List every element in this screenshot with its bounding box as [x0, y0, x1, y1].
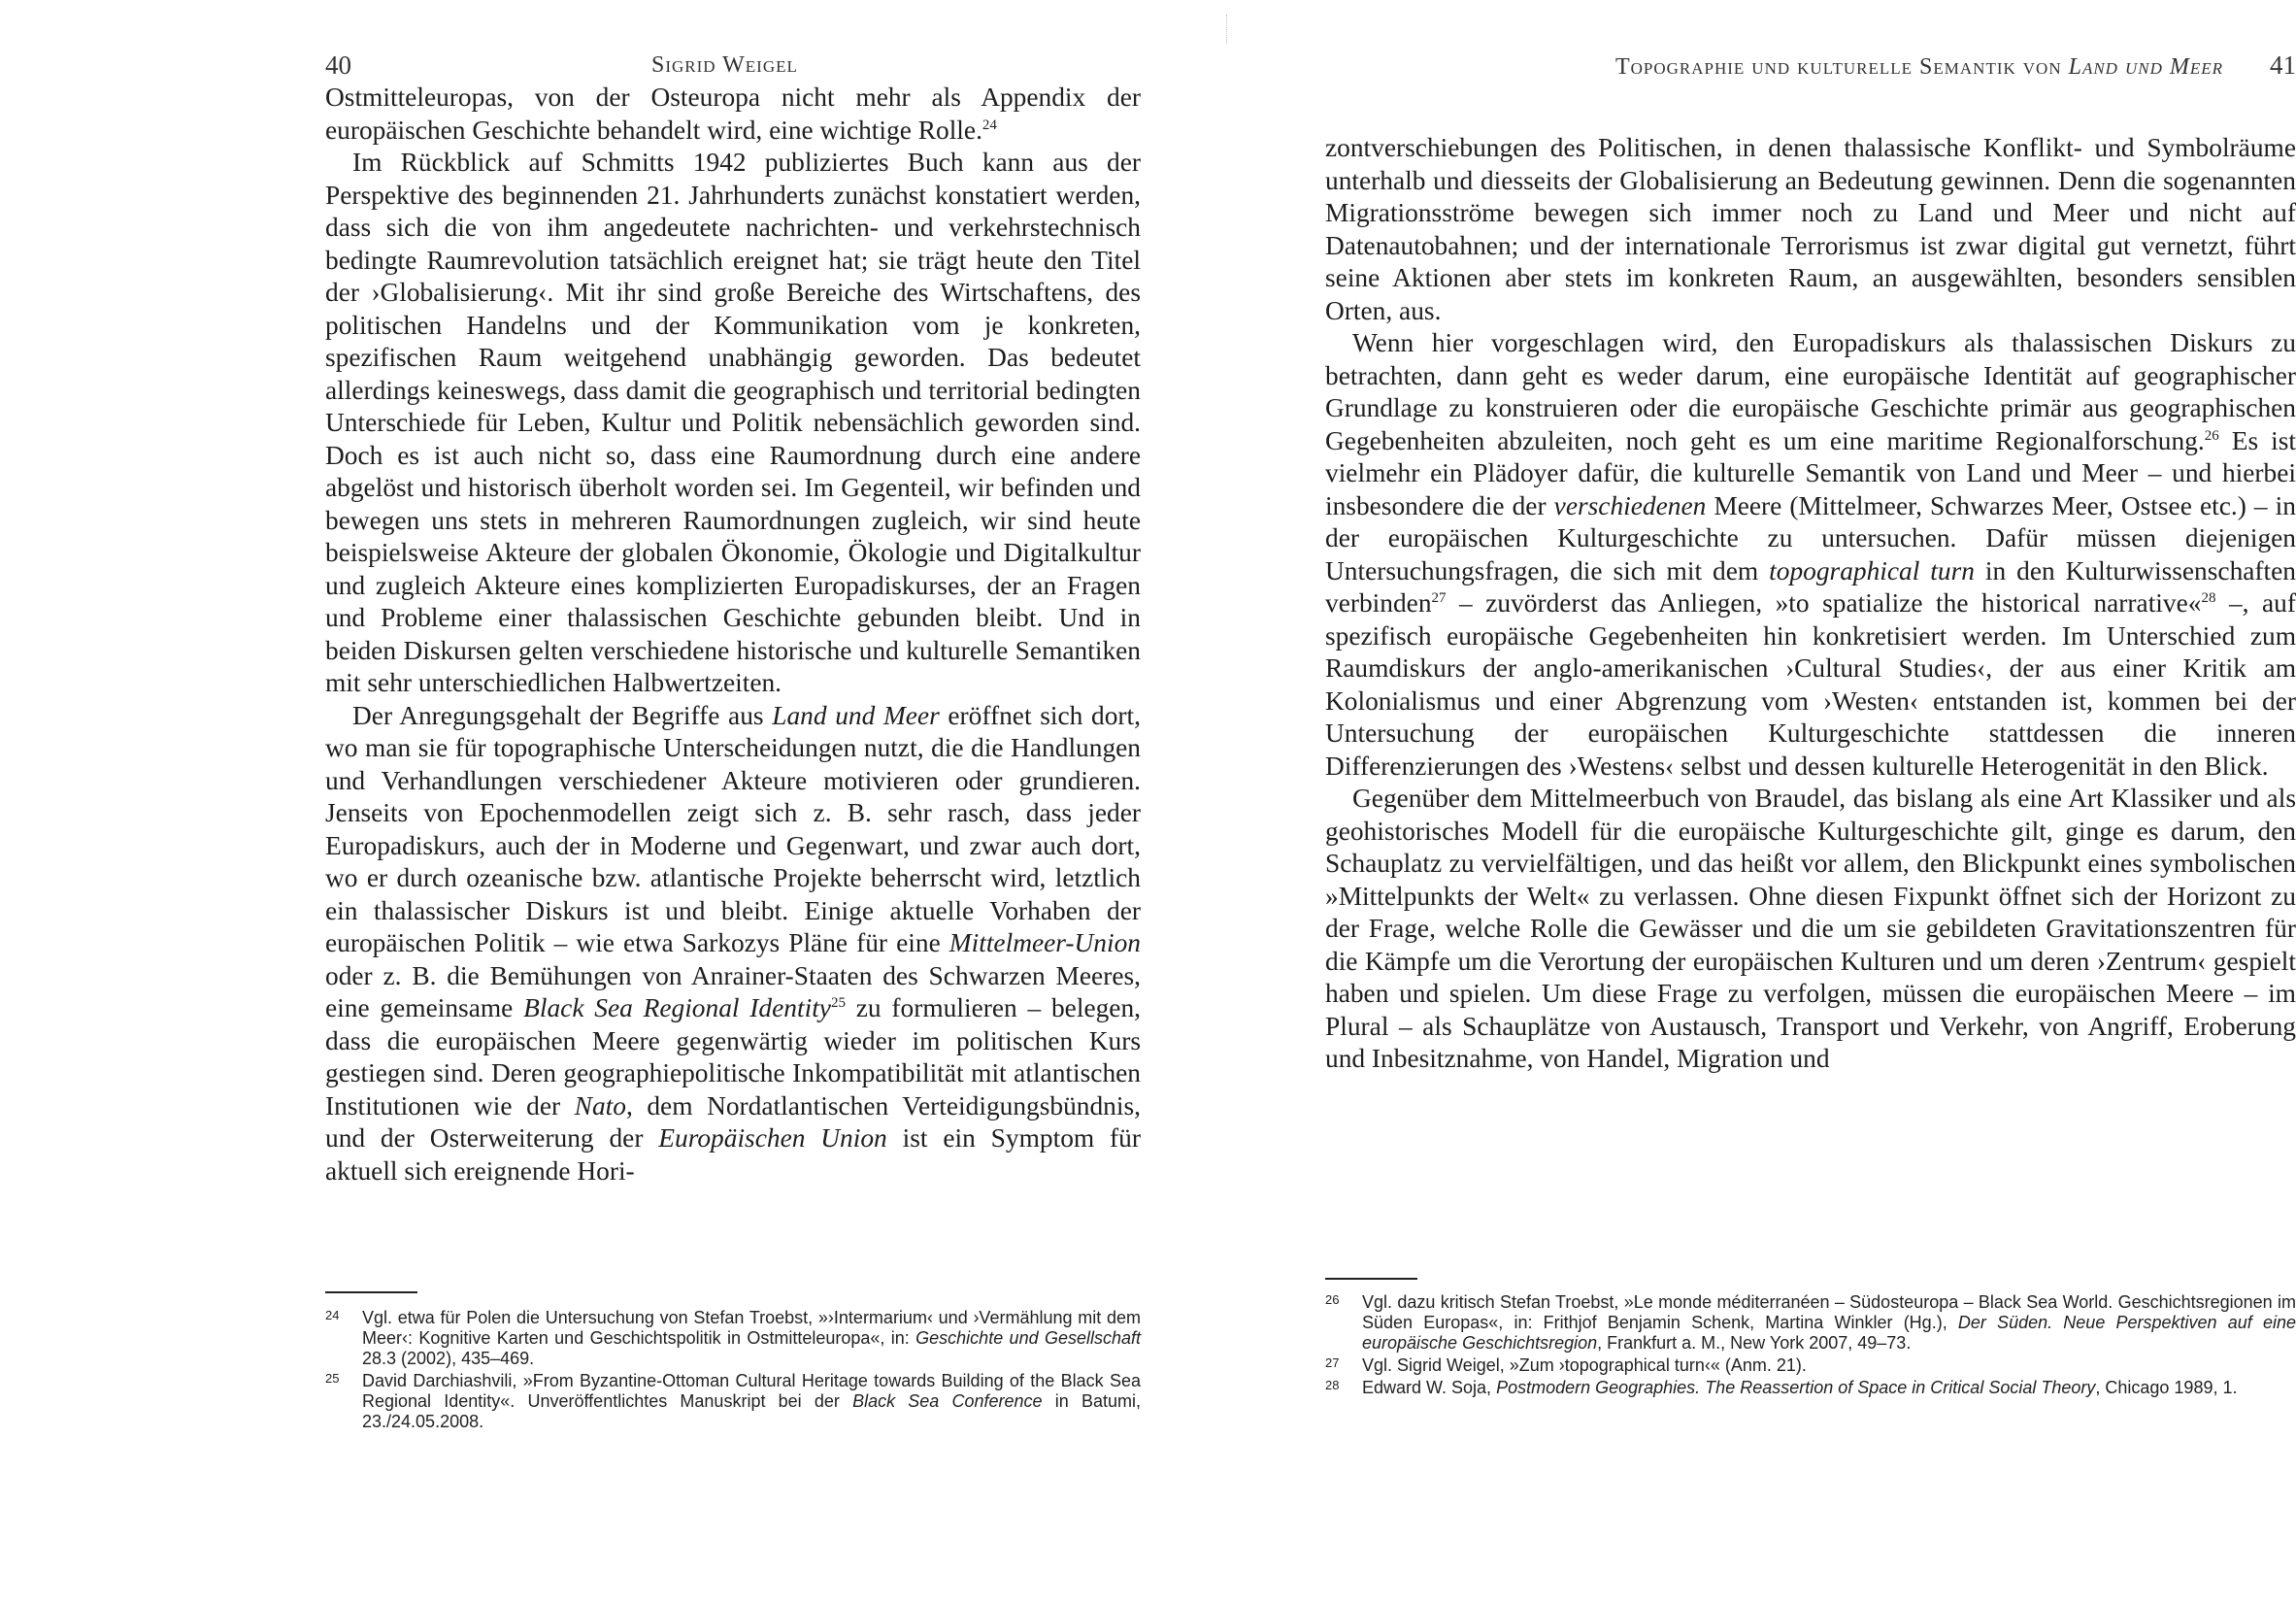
left-paragraph-3: Der Anregungsgehalt der Begriffe aus Land und Meer eröffnet sich dort, wo man sie für topographische Unterscheidungen nutzt, die die Handlungen und Verhandlungen verschiedener Akteure motivieren oder grundieren. Jenseits von Epochenmodellen zeigt sich z. B. sehr rasch, dass jeder Europadiskurs, auch der in Moderne und Gegenwart, und zwar auch dort, wo er durch ozeanische bzw. atlantische Projekte beherrscht wird, letztlich ein thalassischer Diskurs ist und bleibt. Einige aktuelle Vorhaben der europäischen Politik – wie etwa Sarkozys Pläne für eine Mittelmeer-Union oder z. B. die Bemühungen von Anrainer-Staaten des Schwarzen Meeres, eine gemeinsame Black Sea Regional Identity$^{25}$ zu formulieren – belegen, dass die europäischen Meere gegenwärtig wieder im politischen Kurs gestiegen sind. Deren geographiepolitische Inkompatibilität mit atlantischen Institutionen wie der Nato, dem Nordatlantischen Verteidigungsbündnis, und der Osterweiterung der Europäischen Union ist ein Symptom für aktuell sich ereignende Hori-: [325, 700, 1142, 1186]
right-paragraph-2: Wenn hier vorgeschlagen wird, den Europadiskurs als thalassischen Diskurs zu betrachten, dann geht es weder darum, eine europäische Identität auf geographischer Grundlage zu konstruieren oder die europäische Geschichte primär aus geographischen Gegebenheiten abzuleiten, noch geht es um eine maritime Regionalforschung.$^{26}$ Es ist vielmehr ein Plädoyer dafür, die kulturelle Semantik von Land und Meer – und hierbei insbesondere die der verschiedenen Meere (Mittelmeer, Schwarzes Meer, Ostsee etc.) – in der europäischen Kulturgeschichte zu untersuchen. Dafür müssen diejenigen Untersuchungsfragen, die sich mit dem topographical turn in den Kulturwissenschaften verbinden$^{27}$ – zuvörderst das Anliegen, »to spatialize the historical narrative«$^{28}$ –, auf spezifisch europäische Gegebenheiten hin konkretisiert werden. Im Unterschied zum Raumdiskurs der anglo-amerikanischen ›Cultural Studies‹, der aus einer Kritik am Kolonialismus und einer Abgrenzung vom ›Westen‹ entstanden ist, kommen bei der Untersuchung der europäischen Kulturgeschichte stattdessen die inneren Differenzierungen des ›Westens‹ selbst und dessen kulturelle Heterogenität in den Blick.: [1325, 328, 2296, 781]
left-paragraph-1: Ostmitteleuropas, von der Osteuropa nicht mehr als Appendix der europäischen Geschichte behandelt wird, eine wichtige Rolle.$^{24}$: [325, 83, 1141, 145]
left-page-number: 40: [325, 50, 351, 80]
left-body-text: [325, 82, 1141, 1187]
right-paragraph-1: zontverschiebungen des Politischen, in denen thalassische Konflikt- und Symbolräume unterhalb und diesseits der Globalisierung an Bedeutung gewinnen. Denn die sogenannten Migrationsströme bewegen sich immer noch zu Land und Meer und nicht auf Datenautobahnen; und der internationale Terrorismus ist zwar digital gut vernetzt, führt seine Aktionen aber stets im konkreten Raum, an ausgewählten, besonders sensiblen Orten, aus.: [1325, 133, 2296, 325]
footnote-26: 26 Vgl. dazu kritisch Stefan Troebst, »Le monde méditerranéen – Südosteuropa – Black Sea World. Geschichtsregionen im Süden Europas«, in: Frithjof Benjamin Schenk, Martina Winkler (Hg.), Der Süden. Neue Perspektiven auf eine europäische Geschichtsregion, Frankfurt a. M., New York 2007, 49–73.: [1325, 1292, 2296, 1353]
footnote-24: 24 Vgl. etwa für Polen die Untersuchung von Stefan Troebst, »›Intermarium‹ und ›Vermählung mit dem Meer‹: Kognitive Karten und Geschichtspolitik in Ostmitteleuropa«, in: Geschichte und Gesellschaft 28.3 (2002), 435–469.: [325, 1308, 1142, 1368]
left-footnote-rule: [325, 1291, 417, 1293]
left-footnotes: [325, 1308, 1141, 1434]
right-footnote-rule: [1325, 1278, 1417, 1280]
left-paragraph-2: Im Rückblick auf Schmitts 1942 publiziertes Buch kann aus der Perspektive des beginnenden 21. Jahrhunderts zunächst konstatiert werden, dass sich die von ihm angedeutete nachrichten- und verkehrstechnisch bedingte Raumrevolution tatsächlich ereignet hat; sie trägt heute den Titel der ›Globalisierung‹. Mit ihr sind große Bereiche des Wirtschaftens, des politischen Handelns und der Kommunikation vom je konkreten, spezifischen Raum weitgehend unabhängig geworden. Das bedeutet allerdings keineswegs, dass damit die geographisch und territorial bedingten Unterschiede für Leben, Kultur und Politik nebensächlich geworden sind. Doch es ist auch nicht so, dass eine Raumordnung durch eine andere abgelöst und historisch überholt worden sei. Im Gegenteil, wir befinden und bewegen uns stets in mehreren Raumordnungen zugleich, wir sind heute beispielsweise Akteure der globalen Ökonomie, Ökologie und Digitalkultur und zugleich Akteure eines komplizierten Europadiskurses, der an Fragen und Probleme einer thalassischen Geschichte gebunden bleibt. Und in beiden Diskursen gelten verschiedene historische und kulturelle Semantiken mit sehr unterschiedlichen Halbwertzeiten.: [325, 148, 1141, 697]
right-running-head: Topographie und kulturelle Semantik von Land und Meer: [1614, 54, 2223, 80]
footnote-25: 25 David Darchiashvili, »From Byzantine-Ottoman Cultural Heritage towards Building of the Black Sea Regional Identity«. Unveröffentlichtes Manuskript bei der Black Sea Conference in Batumi, 23./24.05.2008.: [325, 1371, 1141, 1431]
right-page-number: 41: [2270, 50, 2296, 80]
right-body-text: [1325, 132, 2296, 1076]
right-page: [1135, 0, 2296, 1605]
right-footnotes: [1325, 1292, 2296, 1400]
footnote-28: 28 Edward W. Soja, Postmodern Geographies. The Reassertion of Space in Critical Social Theory, Chicago 1989, 1.: [1325, 1378, 2238, 1397]
right-paragraph-3: Gegenüber dem Mittelmeerbuch von Braudel, das bislang als eine Art Klassiker und als geohistorisches Modell für die europäische Kulturgeschichte gilt, ginge es darum, den Schauplatz zu vervielfältigen, und das heißt vor allem, den Blickpunkt eines symbolischen »Mittelpunkts der Welt« zu verlassen. Ohne diesen Fixpunkt öffnet sich der Horizont zu der Frage, welche Rolle die Gewässer und die um sie gebildeten Gravitationszentren für die Kämpfe um die Verortung der europäischen Kulturen und um deren ›Zentrum‹ gespielt haben und spielen. Um diese Frage zu verfolgen, müssen die europäischen Meere – im Plural – als Schauplätze von Austausch, Transport und Verkehr, von Angriff, Eroberung und Inbesitznahme, von Handel, Migration und: [1325, 784, 2296, 1073]
right-running-header: [1326, 50, 2296, 89]
footnote-27: 27 Vgl. Sigrid Weigel, »Zum ›topographical turn‹« (Anm. 21).: [1325, 1355, 1807, 1375]
left-page: [0, 0, 1142, 1605]
left-running-head: Sigrid Weigel: [651, 52, 798, 78]
